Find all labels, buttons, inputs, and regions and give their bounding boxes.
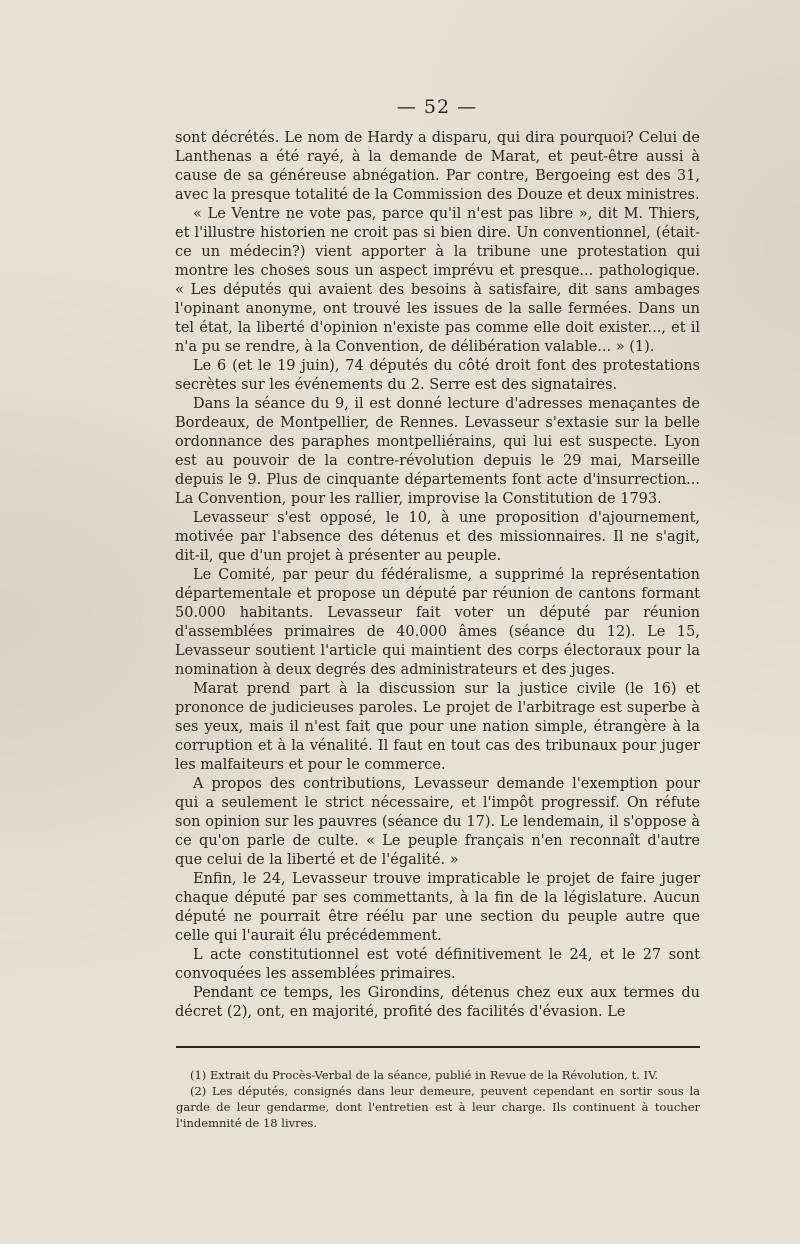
paragraph-8: A propos des contributions, Levasseur demande l'exemption pour qui a seulement le strict nécessaire, et l'impôt progressif. On réfute son opinion sur les pauvres (séance du 17). Le lendemain, il s'oppose à ce qu'on parle de culte. « Le peuple français n'en reconnaît d'autre que celui de la liberté et de l'égalité. » xyxy=(175,776,700,868)
page-number: — 52 — xyxy=(396,96,478,118)
paragraph-7: Marat prend part à la discussion sur la justice civile (le 16) et prononce de judicieuses paroles. Le projet de l'arbitrage est superbe à ses yeux, mais il n'est fait que pour une nation simple, étrangère à la corruption et à la vénalité. Il faut en tout cas des tribunaux pour juger les malfaiteurs et pour le commerce. xyxy=(175,681,700,773)
paragraph-4: Dans la séance du 9, il est donné lecture d'adresses menaçantes de Bordeaux, de Montpellier, de Rennes. Levasseur s'extasie sur la belle ordonnance des paraphes montpelliérains, qui lui est suspecte. Lyon est au pouvoir de la contre-révolution depuis le 29 mai, Marseille depuis le 9. Plus de cinquante départements font acte d'insurrection... La Convention, pour les rallier, improvise la Constitution de 1793. xyxy=(175,396,700,507)
paragraph-9: Enfin, le 24, Levasseur trouve impraticable le projet de faire juger chaque député par ses commettants, à la fin de la législature. Aucun député ne pourrait être réélu par une section du peuple autre que celle qui l'aurait élu précédemment. xyxy=(175,871,700,944)
body-text xyxy=(175,129,700,1022)
footnote-2: (2) Les députés, consignés dans leur demeure, peuvent cependant en sortir sous la garde de leur gendarme, dont l'entretien est à leur charge. Ils continuent à toucher l'indemnité de 18 livres. xyxy=(176,1084,700,1130)
paragraph-11: Pendant ce temps, les Girondins, détenus chez eux aux termes du décret (2), ont, en majorité, profité des facilités d'évasion. Le xyxy=(175,985,700,1020)
paragraph-5: Levasseur s'est opposé, le 10, à une proposition d'ajournement, motivée par l'absence des détenus et des missionnaires. Il ne s'agit, dit-il, que d'un projet à présenter au peuple. xyxy=(175,510,700,564)
paragraph-3: Le 6 (et le 19 juin), 74 députés du côté droit font des protestations secrètes sur les événements du 2. Serre est des signataires. xyxy=(175,358,700,393)
footnote-1: (1) Extrait du Procès-Verbal de la séance, publié in Revue de la Révolution, t. IV. xyxy=(190,1068,659,1082)
paragraph-1: sont décrétés. Le nom de Hardy a disparu, qui dira pourquoi? Celui de Lanthenas a été rayé, à la demande de Marat, et peut-être aussi à cause de sa généreuse abnégation. Par contre, Bergoeing est des 31, avec la presque totalité de la Commission des Douze et deux ministres. xyxy=(175,130,700,203)
footnote-divider xyxy=(176,1046,700,1048)
paragraph-10: L acte constitutionnel est voté définitivement le 24, et le 27 sont convoquées les assemblées primaires. xyxy=(175,947,700,982)
footnotes xyxy=(176,1067,700,1131)
paragraph-2: « Le Ventre ne vote pas, parce qu'il n'est pas libre », dit M. Thiers, et l'illustre historien ne croit pas si bien dire. Un conventionnel, (était-ce un médecin?) vient apporter à la tribune une protestation qui montre les choses sous un aspect imprévu et presque... pathologique. « Les députés qui avaient des besoins à satisfaire, dit sans ambages l'opinant anonyme, ont trouvé les issues de la salle fermées. Dans un tel état, la liberté d'opinion n'existe pas comme elle doit exister..., et il n'a pu se rendre, à la Convention, de délibération valable... » (1). xyxy=(175,206,700,355)
paragraph-6: Le Comité, par peur du fédéralisme, a supprimé la représentation départementale et propose un député par réunion de cantons formant 50.000 habitants. Levasseur fait voter un député par réunion d'assemblées primaires de 40.000 âmes (séance du 12). Le 15, Levasseur soutient l'article qui maintient des corps électoraux pour la nomination à deux degrés des administrateurs et des juges. xyxy=(175,567,700,678)
